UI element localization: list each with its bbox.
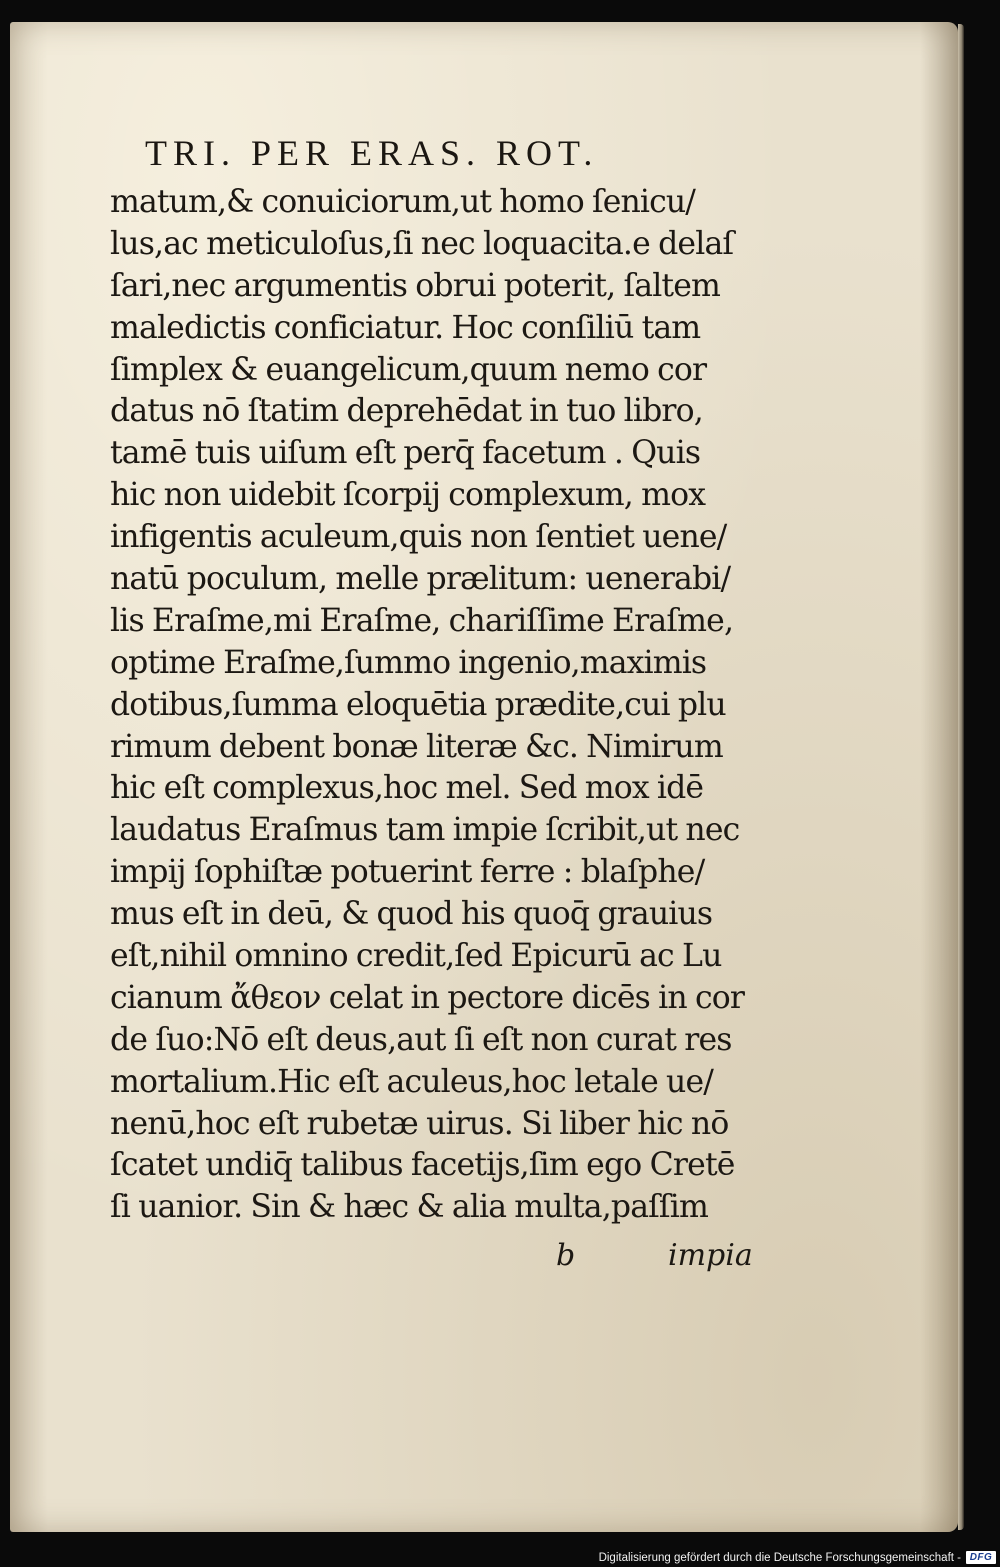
- body-text: [110, 182, 780, 1229]
- dfg-logo-text: DFG: [969, 1552, 993, 1563]
- text-line: natū poculum, melle prælitum: uenerabi/: [110, 561, 731, 598]
- text-line: impij ſophiſtæ potuerint ferre : blaſphe/: [110, 854, 705, 891]
- digitization-credit: Digitalisierung gefördert durch die Deutsche Forschungsgemeinschaft -: [598, 1551, 961, 1564]
- text-line: lis Eraſme,mi Eraſme, chariſſime Eraſme,: [110, 602, 734, 639]
- book-page: [10, 22, 958, 1532]
- text-line: cianum ἄθεον celat in pectore dicēs in cor: [110, 979, 745, 1016]
- text-line: mus eſt in deū, & quod his quoq̄ grauius: [110, 896, 713, 933]
- text-line: ſimplex & euangelicum,quum nemo cor: [110, 351, 707, 388]
- text-line: dotibus,ſumma eloquētia prædite,cui plu: [110, 686, 726, 723]
- running-head: TRI. PER ERAS. ROT.: [145, 133, 599, 173]
- dfg-logo-icon: [966, 1551, 996, 1564]
- text-line: optime Eraſme,ſummo ingenio,maximis: [110, 644, 707, 681]
- text-line: ſcatet undiq̄ talibus facetijs,ſim ego Cretē: [110, 1147, 735, 1184]
- text-line: hic eſt complexus,hoc mel. Sed mox idē: [110, 770, 704, 807]
- page-footer-marks: [550, 1238, 780, 1282]
- text-line: datus nō ſtatim deprehēdat in tuo libro,: [110, 393, 703, 430]
- text-line: de ſuo:Nō eſt deus,aut ſi eſt non curat res: [110, 1021, 732, 1058]
- page-edge: [958, 24, 964, 1530]
- text-line: laudatus Eraſmus tam impie ſcribit,ut nec: [110, 812, 740, 849]
- text-line: ſari,nec argumentis obrui poterit, ſaltem: [110, 267, 721, 304]
- text-line: eſt,nihil omnino credit,ſed Epicurū ac Lu: [110, 938, 722, 975]
- text-line: infigentis aculeum,quis non ſentiet uene/: [110, 519, 727, 556]
- text-line: mortalium.Hic eſt aculeus,hoc letale ue/: [110, 1063, 714, 1100]
- text-line: rimum debent bonæ literæ &c. Nimirum: [110, 728, 723, 765]
- text-line: maledictis conficiatur. Hoc conſiliū tam: [110, 309, 701, 346]
- signature-mark: b: [556, 1238, 576, 1273]
- text-line: nenū,hoc eſt rubetæ uirus. Si liber hic nō: [110, 1105, 729, 1142]
- text-line: matum,& conuiciorum,ut homo ſenicu/: [110, 184, 695, 220]
- digitization-credit-bar: [593, 1548, 1000, 1567]
- text-line: hic non uidebit ſcorpij complexum, mox: [110, 477, 706, 514]
- text-line: ſi uanior. Sin & hæc & alia multa,paſſim: [110, 1189, 708, 1226]
- text-line: tamē tuis uiſum eſt perq̄ facetum . Quis: [110, 435, 701, 472]
- text-line: lus,ac meticuloſus,ſi nec loquacita.e delaſ: [110, 225, 734, 262]
- catchword: impia: [668, 1238, 753, 1273]
